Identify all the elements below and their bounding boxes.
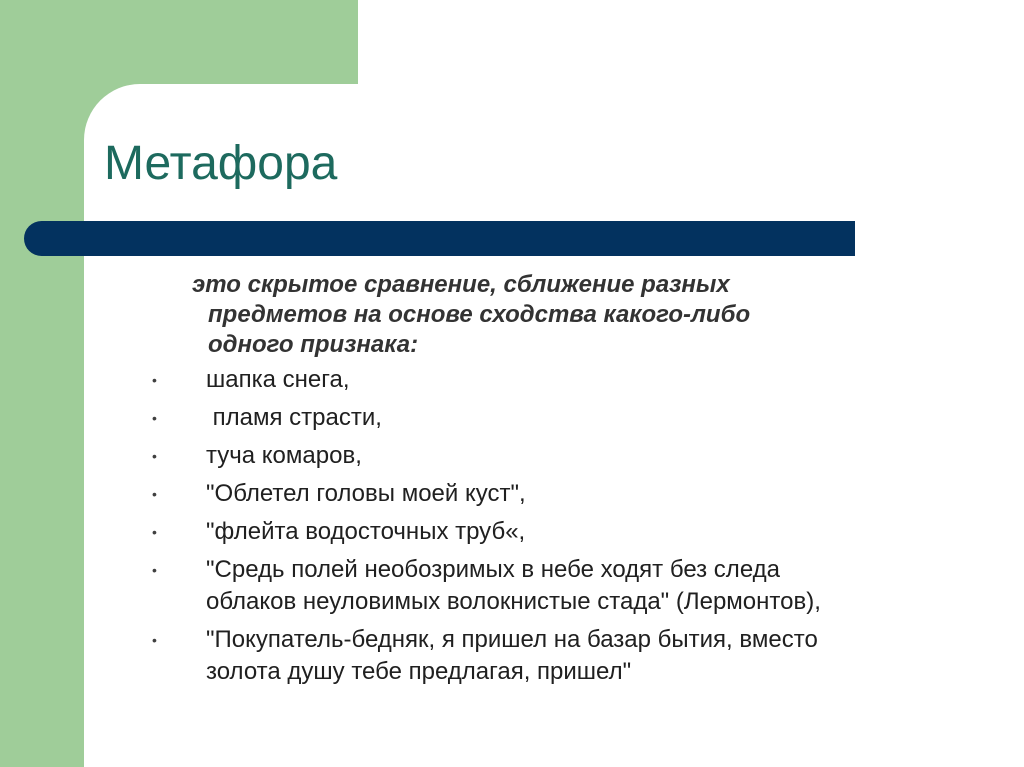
definition-line: предметов на основе сходства какого-либо — [208, 301, 751, 328]
example-item — [150, 516, 1010, 548]
example-item — [150, 364, 1010, 396]
example-text: золота душу тебе предлагая, пришел" — [206, 658, 632, 685]
example-text: "Средь полей необозримых в небе ходят без следа — [206, 556, 780, 583]
bullet-icon: • — [152, 448, 157, 464]
example-text: "Облетел головы моей куст", — [206, 480, 526, 507]
example-text: туча комаров, — [206, 442, 362, 469]
examples-list — [150, 364, 1010, 694]
green-left-strip — [0, 0, 84, 767]
example-item — [150, 402, 1010, 434]
example-text: "флейта водосточных труб«, — [206, 518, 526, 545]
bullet-icon: • — [152, 562, 157, 578]
bullet-icon: • — [152, 486, 157, 502]
slide-title: Метафора — [104, 137, 338, 190]
example-item — [150, 478, 1010, 510]
definition-line: это скрытое сравнение, сближение разных — [192, 271, 730, 298]
example-text: шапка снега, — [206, 366, 350, 393]
bullet-icon: • — [152, 632, 157, 648]
bullet-icon: • — [152, 524, 157, 540]
bullet-icon: • — [152, 372, 157, 388]
example-text: "Покупатель-бедняк, я пришел на базар бытия, вместо — [206, 626, 818, 653]
definition-line: одного признака: — [208, 331, 419, 358]
example-text: облаков неуловимых волокнистые стада" (Лермонтов), — [206, 588, 821, 615]
example-item — [150, 624, 1010, 688]
example-item — [150, 440, 1010, 472]
bullet-icon: • — [152, 410, 157, 426]
example-item — [150, 554, 1010, 618]
example-text: пламя страсти, — [206, 404, 382, 431]
title-underline-bar — [24, 221, 855, 256]
definition-text — [160, 270, 860, 360]
